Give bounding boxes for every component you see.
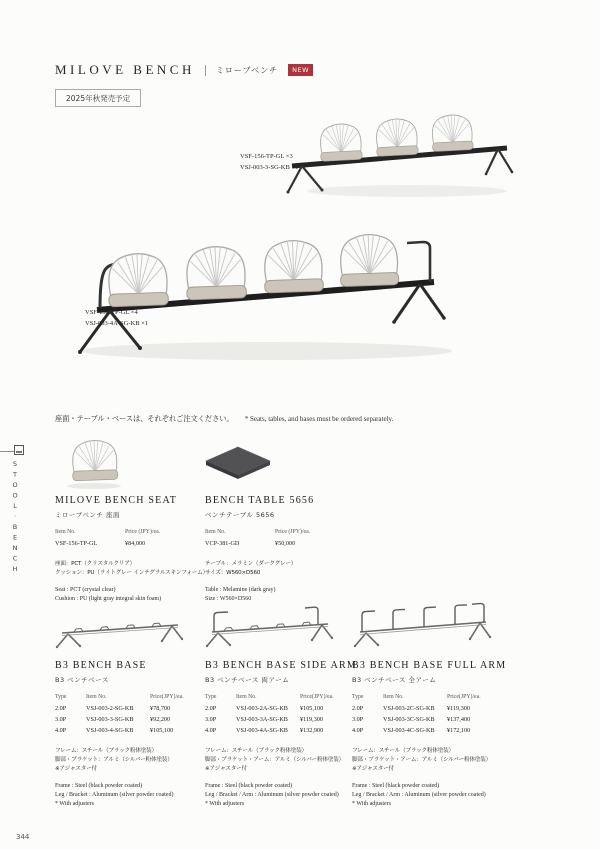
- price: ¥105,100: [300, 705, 324, 712]
- col-price: Price(JPY)/ea.: [300, 694, 334, 700]
- table-row: [205, 703, 348, 714]
- product-card-bench-table-5656: [205, 495, 350, 604]
- table-row: [352, 725, 495, 736]
- stool-icon: [14, 445, 24, 455]
- spec-line: 座面：PCT（クリスタルクリア）: [55, 561, 135, 567]
- item-no: VSJ-003-4A-SG-KB: [236, 727, 288, 734]
- table-row: [55, 703, 198, 714]
- table-row: [55, 725, 198, 736]
- item-no: VSF-156-TP-GL: [55, 540, 98, 547]
- spec-line: 脚部・ブラケット：アルミ（シルバー粉体塗装）: [55, 756, 173, 763]
- table-thumbnail-image: [203, 444, 273, 490]
- spec-line: サイズ：W560×D560: [205, 569, 261, 576]
- spec-line: Frame : Steel (black powder coated): [352, 782, 440, 789]
- spec-line: Seat : PCT (crystal clear): [55, 586, 116, 593]
- price: ¥92,200: [150, 716, 171, 723]
- spec-line: Frame : Steel (black powder coated): [55, 782, 143, 789]
- base-full-arm-thumbnail-image: [348, 602, 498, 650]
- table-row: [205, 714, 348, 725]
- product-title: B3 BENCH BASE FULL ARM: [352, 660, 507, 671]
- type: 4.0P: [352, 727, 364, 734]
- price-table: [55, 529, 195, 549]
- sidebar-category-label: STOOL·BENCH: [11, 460, 19, 576]
- specs-jp: [352, 747, 504, 774]
- type: 4.0P: [205, 727, 217, 734]
- product-title: B3 BENCH BASE SIDE ARM: [205, 660, 357, 671]
- spec-line: フレーム：スチール（ブラック粉体塗装）: [55, 748, 157, 754]
- item-no: VCP-381-GD: [205, 540, 240, 547]
- specs-jp: [55, 747, 200, 774]
- spec-line: Leg / Bracket / Arm : Aluminum (silver powder coated): [352, 791, 486, 798]
- order-note-jp: 座面・テーブル・ベースは、それぞれご注文ください。: [55, 414, 234, 423]
- page-title: MILOVE BENCH: [55, 62, 195, 77]
- table-row: [55, 714, 198, 725]
- col-item-no: Item No.: [55, 529, 76, 535]
- spec-line: * With adjusters: [205, 800, 244, 807]
- price: ¥119,300: [300, 716, 323, 723]
- table-row: [205, 538, 345, 549]
- price: ¥132,900: [300, 727, 324, 734]
- table-row: [205, 725, 348, 736]
- item-no: VSJ-003-4-SG-KB: [86, 727, 134, 734]
- spec-line: Table : Melamine (dark gray): [205, 586, 276, 593]
- price-table: [352, 694, 495, 736]
- product-card-milove-bench-seat: [55, 495, 208, 604]
- col-item-no: Item No.: [383, 694, 404, 700]
- product-card-b3-bench-base: [55, 660, 200, 809]
- base-side-arm-thumbnail-image: [200, 604, 340, 650]
- type: 2.0P: [55, 705, 67, 712]
- item-no: VSJ-003-2C-SG-KB: [383, 705, 435, 712]
- spec-line: フレーム：スチール（ブラック粉体塗装）: [352, 748, 454, 754]
- spec-line: 脚部・ブラケット・アーム：アルミ（シルバー粉体塗装）: [352, 756, 492, 763]
- product-title: BENCH TABLE 5656: [205, 495, 315, 506]
- col-type: Type: [205, 694, 217, 700]
- specs-jp: [55, 560, 208, 578]
- product-subtitle-jp: B3 ベンチベース 両アーム: [205, 676, 290, 684]
- type: 3.0P: [55, 716, 67, 723]
- type: 3.0P: [352, 716, 364, 723]
- product-subtitle-jp: B3 ベンチベース: [55, 676, 109, 684]
- specs-en: [55, 586, 200, 604]
- spec-line: * With adjusters: [55, 800, 94, 807]
- sidebar-rule: [0, 451, 14, 452]
- spec-line: Leg / Bracket : Aluminum (silver powder coated): [55, 791, 174, 798]
- page-number: 344: [16, 833, 30, 841]
- specs-en: [205, 586, 350, 604]
- spec-line: ※アジャスター付: [205, 765, 247, 772]
- product-card-b3-bench-base-side-arm: [205, 660, 357, 809]
- item-no: VSJ-003-4C-SG-KB: [383, 727, 435, 734]
- item-no: VSJ-003-2A-SG-KB: [236, 705, 288, 712]
- specs-jp: [205, 747, 353, 774]
- spec-line: クッション：PU（ライトグレー インテグラルスキンフォーム）: [55, 569, 208, 576]
- col-type: Type: [55, 694, 67, 700]
- product-title: B3 BENCH BASE: [55, 660, 147, 671]
- col-item-no: Item No.: [236, 694, 257, 700]
- spec-line: ※アジャスター付: [55, 765, 97, 772]
- new-badge: NEW: [288, 64, 313, 76]
- product-subtitle-jp: B3 ベンチベース 全アーム: [352, 676, 437, 684]
- spec-line: Frame : Steel (black powder coated): [205, 782, 293, 789]
- seat-thumbnail-image: [56, 438, 136, 490]
- spec-line: * With adjusters: [352, 800, 391, 807]
- product-title: MILOVE BENCH SEAT: [55, 495, 178, 506]
- type: 4.0P: [55, 727, 67, 734]
- product-subtitle-jp: ベンチテーブル 5656: [205, 511, 275, 519]
- price: ¥172,100: [447, 727, 471, 734]
- type: 2.0P: [205, 705, 217, 712]
- price: ¥84,000: [125, 540, 146, 547]
- price-table: [205, 694, 348, 736]
- page-header: [55, 62, 313, 78]
- base-thumbnail-image: [50, 608, 190, 650]
- spec-line: フレーム：スチール（ブラック粉体塗装）: [205, 748, 307, 754]
- item-no: VSJ-003-3A-SG-KB: [236, 716, 288, 723]
- price-table: [205, 529, 345, 549]
- item-no: VSJ-003-3-SG-KB: [86, 716, 134, 723]
- price: ¥137,400: [447, 716, 471, 723]
- price: ¥105,100: [150, 727, 174, 734]
- col-item-no: Item No.: [205, 529, 226, 535]
- specs-en: [55, 782, 200, 809]
- bench-4seat-arm-image: [42, 180, 474, 372]
- col-price: Price(JPY)/ea.: [150, 694, 184, 700]
- specs-en: [352, 782, 504, 809]
- price: ¥78,700: [150, 705, 171, 712]
- col-price: Price (JPY)/ea.: [125, 529, 161, 535]
- price: ¥119,300: [447, 705, 470, 712]
- price-table: [55, 694, 198, 736]
- bench-3seat-codes: VSF-156-TP-GL ×3 VSJ-003-3-SG-KB ×1: [240, 153, 299, 171]
- table-row: [352, 703, 495, 714]
- order-note-en: * Seats, tables, and bases must be ordered separately.: [244, 415, 394, 423]
- col-price: Price (JPY)/ea.: [275, 529, 311, 535]
- col-item-no: Item No.: [86, 694, 107, 700]
- specs-en: [205, 782, 353, 809]
- product-card-b3-bench-base-full-arm: [352, 660, 507, 809]
- product-subtitle-jp: ミローブベンチ 座面: [55, 511, 120, 519]
- spec-line: Size : W560×D560: [205, 595, 252, 602]
- table-row: [55, 538, 195, 549]
- page-title-jp: ミローブベンチ: [205, 65, 278, 76]
- spec-line: 脚部・ブラケット・アーム：アルミ（シルバー粉体塗装）: [205, 756, 345, 763]
- item-no: VSJ-003-2-SG-KB: [86, 705, 134, 712]
- spec-line: ※アジャスター付: [352, 765, 394, 772]
- spec-line: Leg / Bracket / Arm : Aluminum (silver powder coated): [205, 791, 339, 798]
- table-row: [352, 714, 495, 725]
- spec-line: Cushion : PU (light gray integral skin foam): [55, 595, 162, 602]
- col-type: Type: [352, 694, 364, 700]
- release-note: 2025年秋発売予定: [55, 89, 141, 107]
- col-price: Price(JPY)/ea.: [447, 694, 481, 700]
- bench-4seat-arm-codes: VSF-156-TP-GL ×4 VSJ-003-4A-SG-KB ×1: [85, 309, 149, 327]
- spec-line: テーブル：メラミン（ダークグレー）: [205, 561, 297, 567]
- type: 2.0P: [352, 705, 364, 712]
- item-no: VSJ-003-3C-SG-KB: [383, 716, 435, 723]
- type: 3.0P: [205, 716, 217, 723]
- order-note: [55, 408, 393, 426]
- specs-jp: [205, 560, 350, 578]
- price: ¥50,000: [275, 540, 296, 547]
